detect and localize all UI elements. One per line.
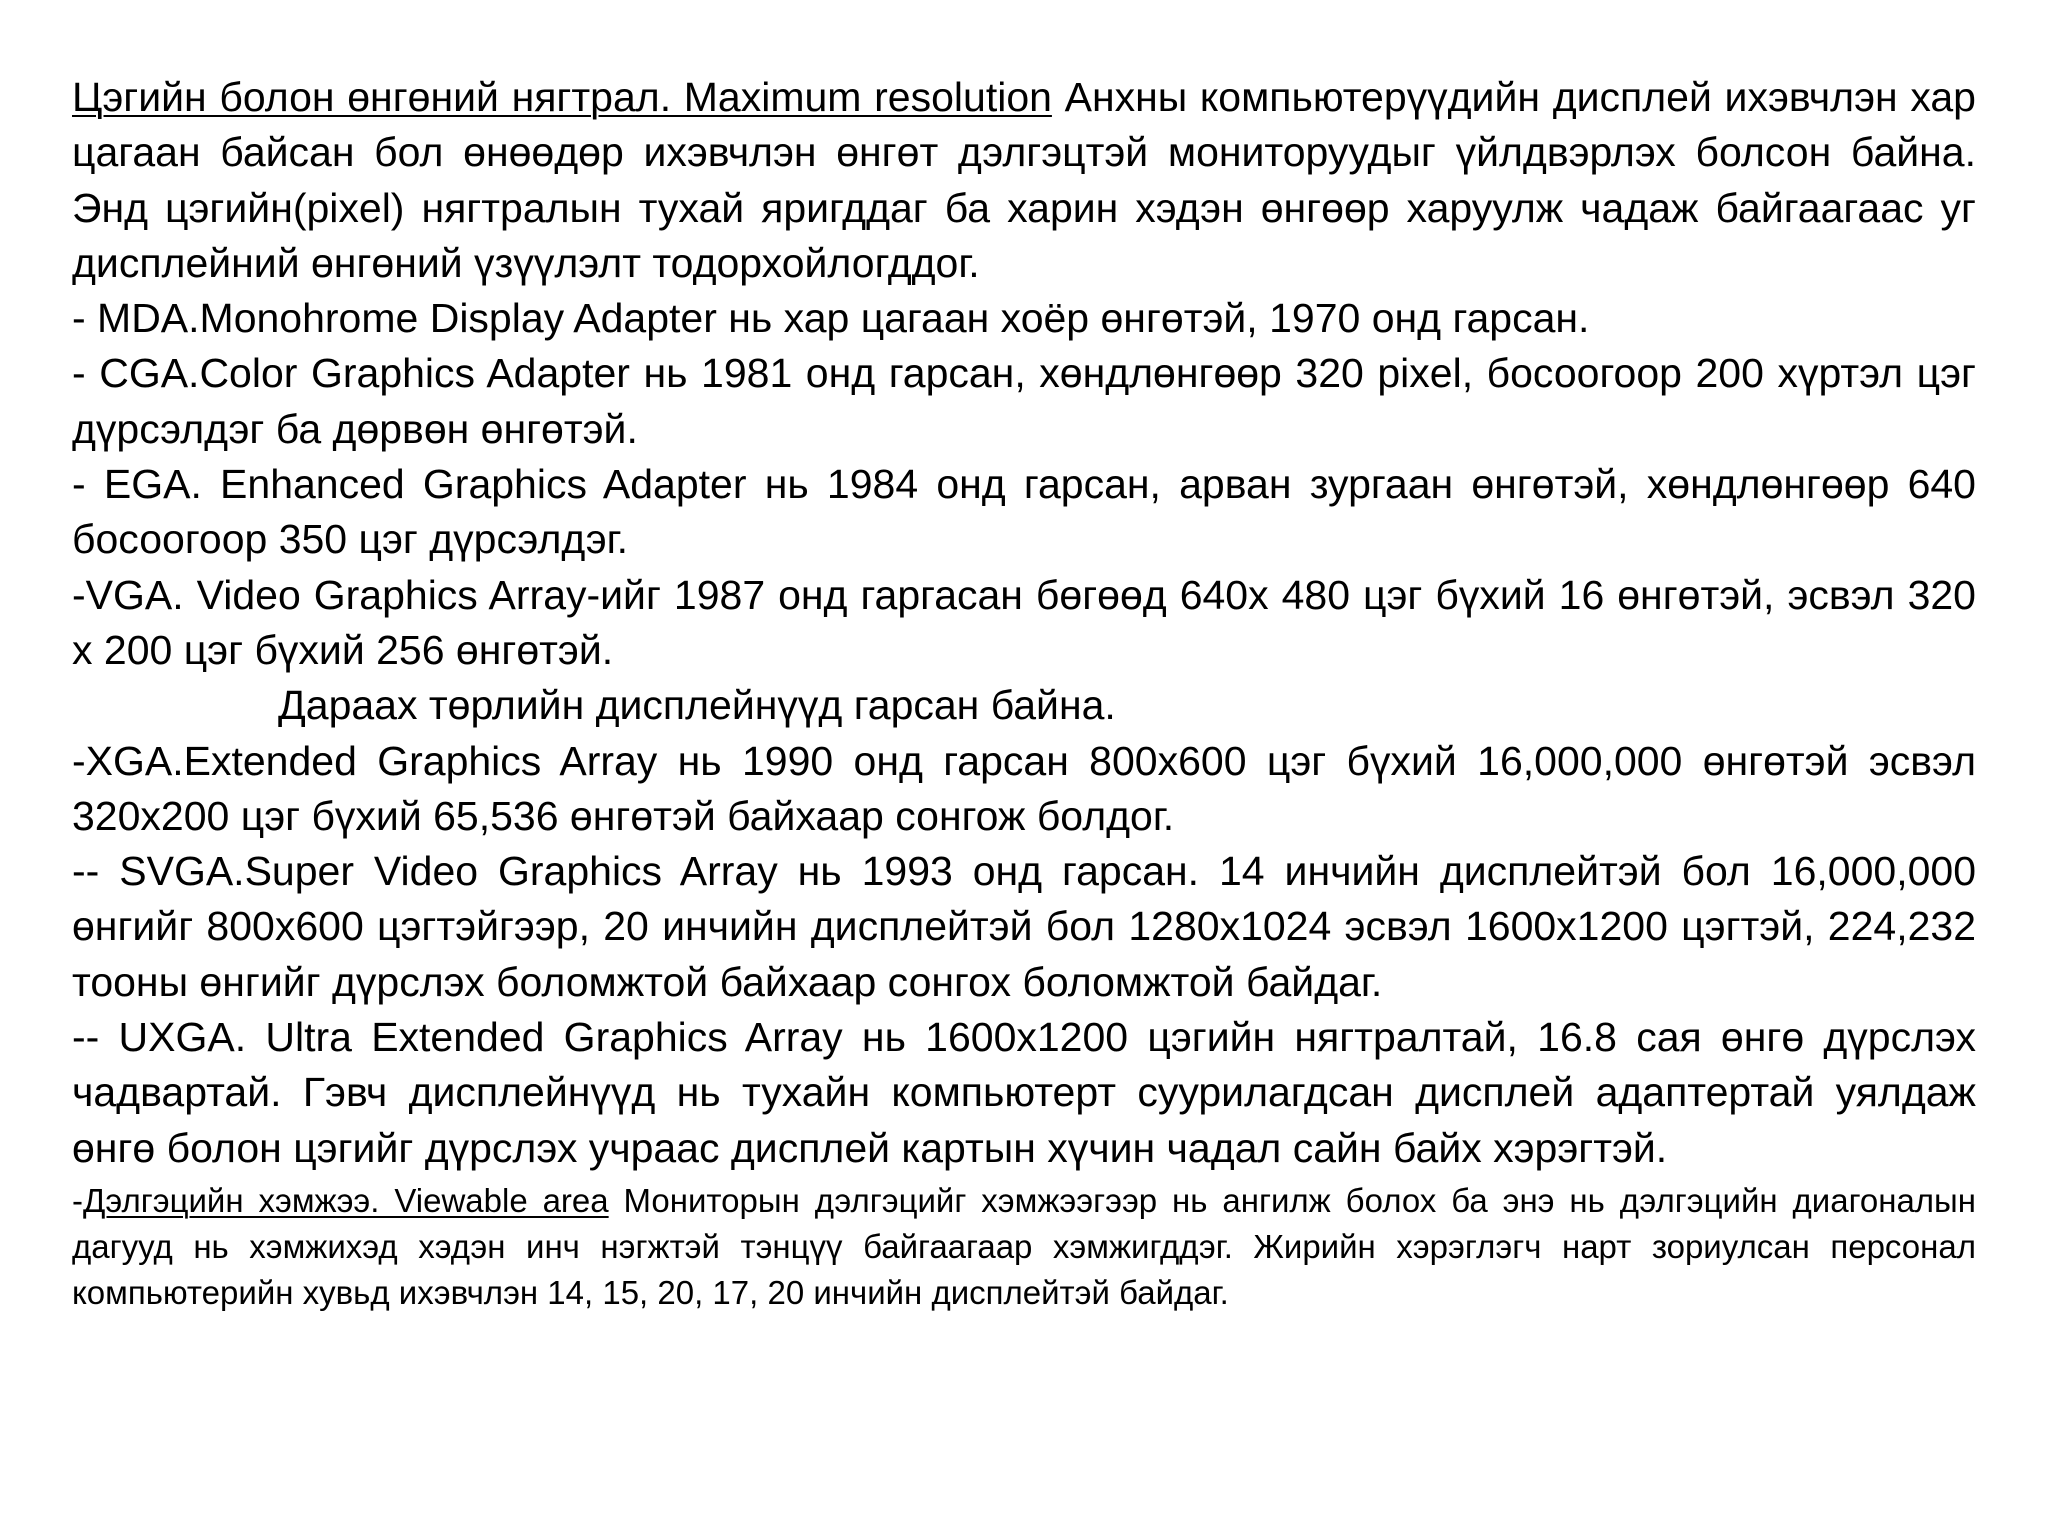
list-item-ega: - EGA. Enhanced Graphics Adapter нь 1984 онд гарсан, арван зургаан өнгөтэй, хөндлөнгөөр 640 босоогоор 350 цэг дүрсэлдэг. [72, 461, 1976, 563]
intro-paragraph [72, 70, 1976, 291]
viewable-text: Мониторын дэлгэцийг хэмжээгээр нь ангилж болох ба энэ нь дэлгэцийн диагоналын дагууд нь хэмжихэд хэдэн инч нэгжтэй тэнцүү байгаагаар хэмжигддэг. Жирийн хэрэглэгч нарт зориулсан персонал компьютерийн хувьд ихэвчлэн 14, 15, 20, 17, 20 инчийн дисплейтэй байдаг. [72, 1181, 1977, 1311]
main-text-block [72, 70, 1976, 1176]
viewable-area-block [72, 1178, 1976, 1316]
viewable-paragraph [72, 1178, 1976, 1316]
list-item-xga: -XGA.Extended Graphics Array нь 1990 онд гарсан 800x600 цэг бүхий 16,000,000 өнгөтэй эсвэл 320x200 цэг бүхий 65,536 өнгөтэй байхаар сонгож болдог. [72, 737, 1976, 839]
viewable-prefix: - [72, 1181, 83, 1219]
subheading: Дараах төрлийн дисплейнүүд гарсан байна. [278, 682, 1116, 729]
intro-text: Анхны компьютерүүдийн дисплей ихэвчлэн хар цагаан байсан бол өнөөдөр ихэвчлэн өнгөт дэлгэцтэй мониторуудыг үйлдвэрлэх болсон байна. Энд цэгийн(pixel) нягтралын тухай яригддаг ба харин хэдэн өнгөөр харуулж чадаж байгаагаас уг дисплейний өнгөний үзүүлэлт тодорхойлогддог. [72, 74, 1976, 286]
list-item-vga: -VGA. Video Graphics Array-ийг 1987 онд гаргасан бөгөөд 640x 480 цэг бүхий 16 өнгөтэй, эсвэл 320 x 200 цэг бүхий 256 өнгөтэй. [72, 571, 1976, 673]
list-item-svga: -- SVGA.Super Video Graphics Array нь 1993 онд гарсан. 14 инчийн дисплейтэй бол 16,000,000 өнгийг 800x600 цэгтэйгээр, 20 инчийн дисплейтэй бол 1280x1024 эсвэл 1600x1200 цэгтэй, 224,232 тооны өнгийг дүрслэх боломжтой байхаар сонгох боломжтой байдаг. [72, 848, 1976, 1005]
list-item-mda: - MDA.Monohrome Display Adapter нь хар цагаан хоёр өнгөтэй, 1970 онд гарсан. [72, 295, 1590, 342]
viewable-heading: Дэлгэцийн хэмжээ. Viewable area [83, 1181, 609, 1219]
list-item-uxga: -- UXGA. Ultra Extended Graphics Array нь 1600x1200 цэгийн нягтралтай, 16.8 сая өнгө дүрслэх чадвартай. Гэвч дисплейнүүд нь тухайн компьютерт суурилагдсан дисплей адаптертай уялдаж өнгө болон цэгийг дүрслэх учраас дисплей картын хүчин чадал сайн байх хэрэгтэй. [72, 1014, 1976, 1171]
document-page [72, 70, 1976, 1316]
resolution-heading: Цэгийн болон өнгөний нягтрал. Maximum resolution [72, 74, 1052, 120]
list-item-cga: - CGA.Color Graphics Adapter нь 1981 онд гарсан, хөндлөнгөөр 320 pixel, босоогоор 200 хүртэл цэг дүрсэлдэг ба дөрвөн өнгөтэй. [72, 350, 1976, 452]
